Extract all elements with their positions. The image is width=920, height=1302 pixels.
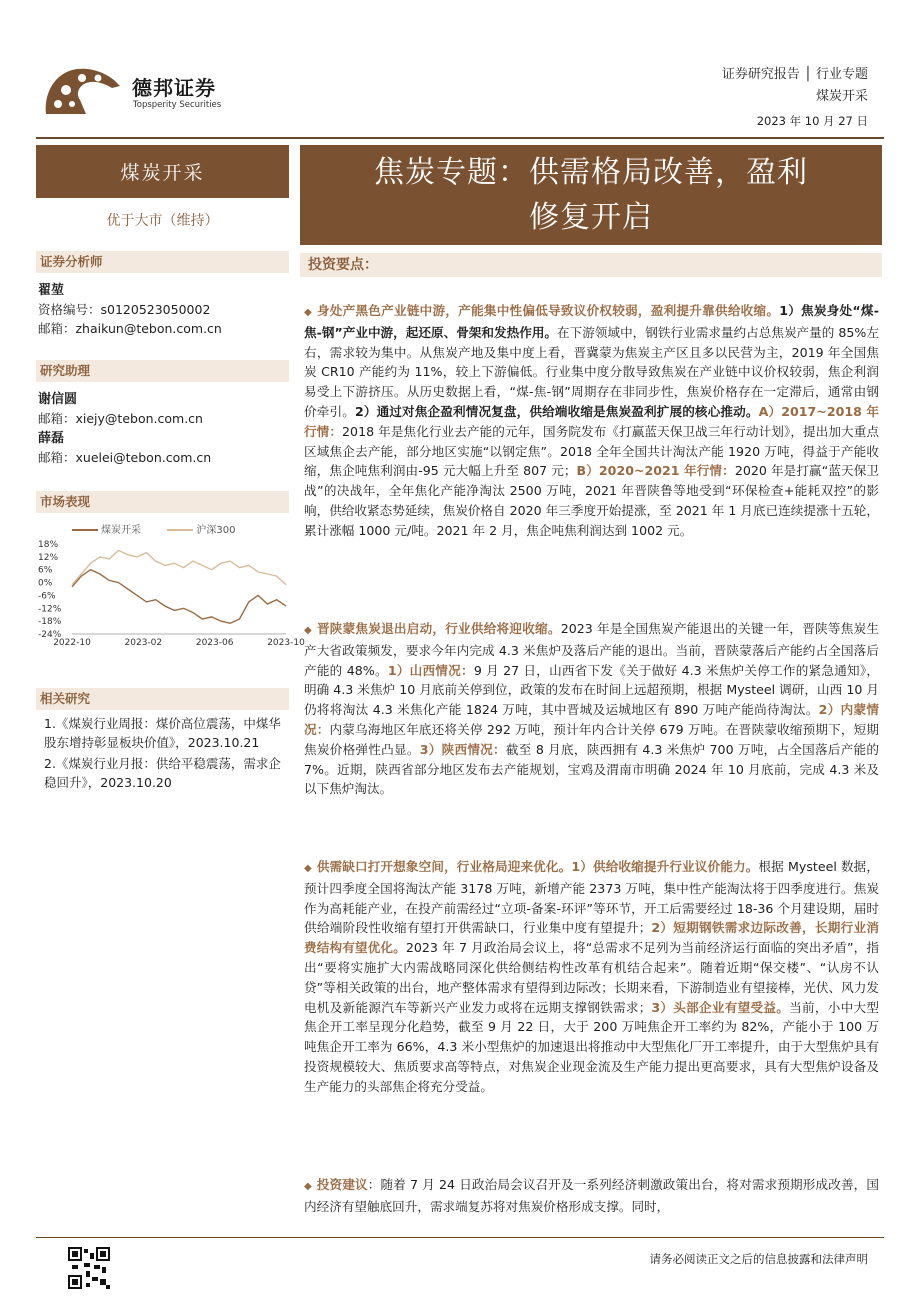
legal-disclaimer: 请务必阅读正文之后的信息披露和法律声明	[649, 1252, 868, 1266]
bullet-icon: ◆	[304, 625, 312, 636]
y-tick-label: 12%	[38, 552, 59, 563]
kp3-sub2: 2）短期钢铁需求边际改善，长期行业消费结构有望优化。	[304, 920, 880, 956]
y-tick-label: 0%	[38, 578, 53, 589]
kp1-b: B）2020~2021 年行情：	[576, 463, 735, 479]
chart-legend	[72, 521, 235, 536]
report-type	[722, 64, 868, 108]
rating-label: 优于大市（维持）	[106, 213, 219, 229]
kp3-sub1: 1）供给收缩提升行业议价能力。	[571, 859, 759, 874]
kp2-text4: 截至 8 月底，陕西拥有 4.3 米焦炉 700 万吨，占全国落后产能的 7%。近期，陕西省部分地区发布去产能规划，宝鸡及渭南市明确 2024 年 10 月底前，完成 4.3 米及以下焦炉淘汰。	[304, 741, 880, 797]
x-tick-label: 2023-02	[124, 638, 163, 648]
assistant1-email[interactable]: 邮箱：xiejy@tebon.com.cn	[38, 411, 203, 426]
header-divider	[36, 137, 884, 139]
key-point-2	[304, 619, 879, 799]
key-point-3	[304, 857, 879, 1097]
related-section-head: 相关研究	[36, 688, 289, 710]
report-date: 2023 年 10 月 27 日	[756, 114, 868, 128]
legend-swatch-hs300	[167, 529, 193, 531]
kp1-text3: 2020 年是打赢“蓝天保卫战”的决战年，全年焦化产能净淘汰 2500 万吨，2021 年晋陕鲁等地受到“环保检查+能耗双控”的影响，供给收紧态势延续，焦炭价格自 2020 年三季度开始提涨，至 2021 年 1 月底已连续提涨十五轮，累计涨幅 1000 元/吨。2021 年 2 月，焦企吨焦利润达到 1002 元。	[304, 463, 880, 538]
key-point-1	[304, 301, 879, 541]
key-points-head: 投资要点：	[300, 253, 882, 277]
x-tick-label: 2022-10	[53, 638, 91, 648]
kp2-lead: 晋陕蒙焦炭退出启动，行业供给将迎收缩。	[316, 621, 561, 636]
kp2-text3: 内蒙乌海地区年底还将关停 292 万吨，预计年内合计关停 679 万吨。在晋陕蒙收缩预期下，短期焦炭价格弹性凸显。	[304, 721, 880, 757]
brand-name-cn: 德邦证券	[132, 76, 216, 100]
legend-coal: 煤炭开采	[101, 525, 141, 536]
analyst-info	[38, 280, 222, 338]
legend-hs300: 沪深300	[196, 525, 236, 536]
sector-label-small: 煤炭开采	[815, 89, 868, 104]
assistant1-name: 谢信圆	[38, 392, 78, 407]
report-title	[300, 145, 882, 245]
sector-banner: 煤炭开采	[36, 145, 289, 198]
assistant2-email[interactable]: 邮箱：xuelei@tebon.com.cn	[38, 450, 212, 465]
kp2-sub2: 2）内蒙情况：	[304, 702, 880, 737]
y-tick-label: -18%	[38, 617, 62, 628]
footer-divider	[36, 1237, 884, 1238]
assistant-section-head: 研究助理	[36, 360, 289, 382]
legend-swatch-coal	[72, 529, 98, 531]
kp1-sub2: 2）通过对焦企盈利情况复盘，供给端收缩是焦炭盈利扩展的核心推动。	[354, 403, 759, 419]
title-line-2: 修复开启	[529, 200, 653, 235]
kp3-text3: 当前，小中大型焦企开工率呈现分化趋势，截至 9 月 22 日，大于 200 万吨焦企开工率约为 82%，产能小于 100 万吨焦企开工率为 66%，4.3 米小型焦炉的加速退出将推动中大型焦化厂开工率提升，由于大型焦炉具有投资规模较大、焦质要求高等特点，对焦炭企业现金流及生产能力提出更高要求，具有大型焦炉设备及生产能力的头部焦企将充分受益。	[304, 999, 880, 1094]
qr-code-icon	[68, 1247, 110, 1289]
kp1-text1: 在下游领域中，钢铁行业需求量约占总焦炭产量的 85%左右，需求较为集中。从焦炭产地及集中度上看，晋冀蒙为焦炭主产区且多以民营为主，2019 年全国焦炭 CR10 产能约为 11%，较上下游偏低。行业集中度分散导致焦炭在产业链中议价权较弱，焦企利润易受上下游挤压。从历史数据上看，“煤-焦-钢”周期存在非同步性，焦炭价格存在一定滞后，通常由钢价牵引。	[304, 324, 879, 419]
brand-name-en: Topsperity Securities	[133, 100, 222, 110]
bullet-icon: ◆	[304, 1181, 312, 1192]
kp1-a: A）2017~2018 年行情：	[304, 403, 879, 439]
related-item[interactable]: 1.《煤炭行业周报：煤价高位震荡，中煤华股东增持彰显板块价值》，2023.10.21	[44, 716, 281, 750]
kp2-sub3: 3）陕西情况：	[419, 741, 506, 757]
x-tick-label: 2023-06	[195, 638, 234, 648]
market-section-head: 市场表现	[36, 491, 289, 513]
kp4-text1: ：随着 7 月 24 日政治局会议召开及一系列经济刺激政策出台，将对需求预期形成改善，国内经济有望触底回升，需求端复苏将对焦炭价格形成支撑。同时，	[304, 1177, 879, 1214]
kp3-text1: 根据 Mysteel 数据，预计四季度全国将淘汰产能 3178 万吨，新增产能 2373 万吨，集中性产能淘汰将于四季度进行。焦炭作为高耗能产业，在投产前需经过“立项-备案-环评”等环节，开工后需要经过 18-36 个月建设期，届时供给端阶段性收缩有望打开供需缺口，行业集中度有望提升；	[304, 859, 880, 936]
kp3-text2: 2023 年 7 月政治局会议上，将“总需求不足列为当前经济运行面临的突出矛盾”，指出“要将实施扩大内需战略同深化供给侧结构性改革有机结合起来”。随着近期“保交楼”、“认房不认贷”等相关政策的出台，地产整体需求有望得到边际改；长期来看，下游制造业有望接棒，光伏、风力发电机及新能源汽车等新兴产业发力或将在远期支撑钢铁需求；	[304, 940, 880, 1015]
analyst-cert: 资格编号：s0120523050002	[38, 302, 211, 317]
y-tick-label: 6%	[38, 565, 53, 576]
kp2-sub1: 1）山西情况：	[387, 662, 474, 678]
company-logo	[42, 64, 122, 116]
series-line	[72, 550, 286, 584]
y-tick-label: 18%	[38, 540, 59, 550]
y-tick-label: -12%	[38, 604, 62, 615]
related-research-list	[44, 714, 288, 794]
assistant-info	[38, 389, 211, 467]
kp3-lead: 供需缺口打开想象空间，行业格局迎来优化。	[316, 859, 572, 874]
kp2-text1: 2023 年是全国焦炭产能退出的关键一年，晋陕等焦炭生产大省政策频发，要求今年内完成 4.3 米焦炉及落后产能的退出。当前，晋陕蒙落后产能约占全国落后产能的 48%。	[304, 621, 879, 678]
assistant2-name: 薛磊	[38, 431, 65, 446]
market-performance-chart	[36, 538, 305, 650]
kp1-lead: 身处产黑色产业链中游，产能集中性偏低导致议价权较弱，盈利提升靠供给收缩。	[316, 303, 780, 318]
report-type-label: 证券研究报告 │ 行业专题	[721, 67, 868, 82]
analyst-email[interactable]: 邮箱：zhaikun@tebon.com.cn	[38, 321, 222, 336]
bullet-icon: ◆	[304, 863, 312, 874]
key-point-4	[304, 1175, 879, 1217]
analyst-section-head: 证券分析师	[36, 251, 289, 273]
kp3-sub3: 3）头部企业有望受益。	[651, 999, 790, 1015]
x-tick-label: 2023-10	[267, 638, 305, 648]
kp4-lead: 投资建议	[316, 1177, 368, 1192]
kp1-sub1: 1）焦炭身处“煤-焦-钢”产业中游，起还原、骨架和发热作用。	[304, 303, 879, 340]
bullet-icon: ◆	[304, 307, 312, 318]
y-tick-label: -6%	[38, 591, 56, 602]
kp1-text2: 2018 年是焦化行业去产能的元年，国务院发布《打赢蓝天保卫战三年行动计划》，提出加大重点区域焦企去产能，部分地区实施“以钢定焦”。2018 全年全国共计淘汰产能 1920 万吨，得益于产能收缩，焦企吨焦利润由-95 元大幅上升至 807 元；	[304, 423, 879, 479]
title-line-1: 焦炭专题：供需格局改善，盈利	[374, 155, 808, 190]
series-line	[72, 570, 286, 624]
related-item[interactable]: 2.《煤炭行业月报：供给平稳震荡，需求企稳回升》，2023.10.20	[44, 756, 281, 790]
y-tick-label: -24%	[38, 630, 62, 640]
kp2-text2: 9 月 27 日，山西省下发《关于做好 4.3 米焦炉关停工作的紧急通知》，明确 4.3 米焦炉 10 月底前关停到位，政策的发布在时间上远超预期，根据 Mysteel 调研，山西 10 月仍将将淘汰 4.3 米焦化产能 1824 万吨，其中晋城及运城地区有 890 万吨产能尚待淘汰。	[304, 662, 880, 718]
analyst-name: 翟堃	[38, 283, 65, 298]
